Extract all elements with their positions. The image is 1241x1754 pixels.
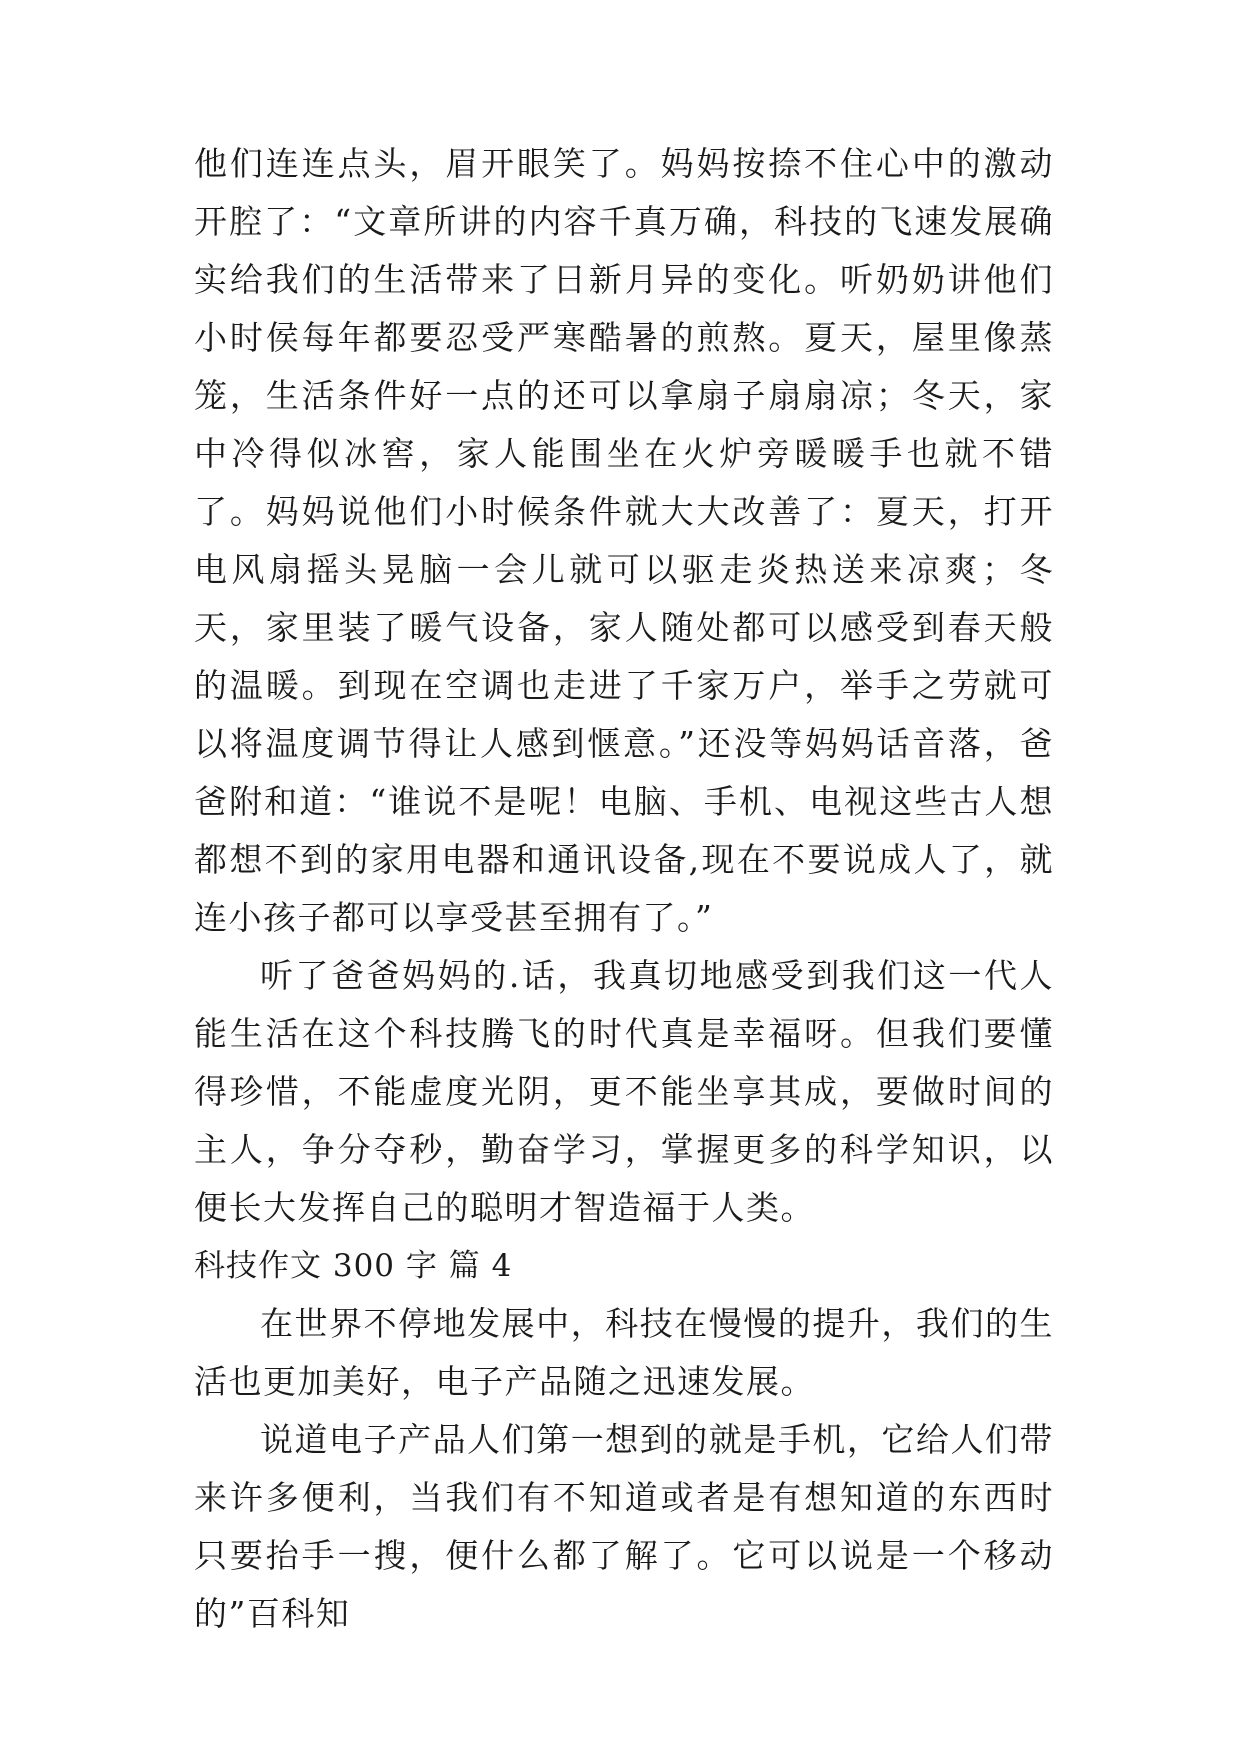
paragraph-1: 他们连连点头，眉开眼笑了。妈妈按捺不住心中的激动开腔了：“文章所讲的内容千真万确，科技的飞速发展确实给我们的生活带来了日新月异的变化。听奶奶讲他们小时侯每年都要忍受严寒酷暑的煎熬。夏天，屋里像蒸笼，生活条件好一点的还可以拿扇子扇扇凉；冬天，家中冷得似冰窖，家人能围坐在火炉旁暖暖手也就不错了。妈妈说他们小时候条件就大大改善了：夏天，打开电风扇摇头晃脑一会儿就可以驱走炎热送来凉爽；冬天，家里装了暖气设备，家人随处都可以感受到春天般的温暖。到现在空调也走进了千家万户，举手之劳就可以将温度调节得让人感到惬意。”还没等妈妈话音落，爸爸附和道：“谁说不是呢！电脑、手机、电视这些古人想都想不到的家用电器和通讯设备,现在不要说成人了，就连小孩子都可以享受甚至拥有了。” (194, 144, 1054, 937)
document-body (194, 135, 1054, 1643)
paragraph-3: 在世界不停地发展中，科技在慢慢的提升，我们的生活也更加美好，电子产品随之迅速发展。 (194, 1304, 1054, 1401)
section-heading: 科技作文 300 字 篇 4 (194, 1248, 513, 1284)
paragraph-4: 说道电子产品人们第一想到的就是手机，它给人们带来许多便利，当我们有不知道或者是有想知道的东西时只要抬手一搜，便什么都了解了。它可以说是一个移动的”百科知 (194, 1420, 1054, 1633)
paragraph-2: 听了爸爸妈妈的.话，我真切地感受到我们这一代人能生活在这个科技腾飞的时代真是幸福呀。但我们要懂得珍惜，不能虚度光阴，更不能坐享其成，要做时间的主人，争分夺秒，勤奋学习，掌握更多的科学知识，以便长大发挥自己的聪明才智造福于人类。 (194, 956, 1054, 1227)
